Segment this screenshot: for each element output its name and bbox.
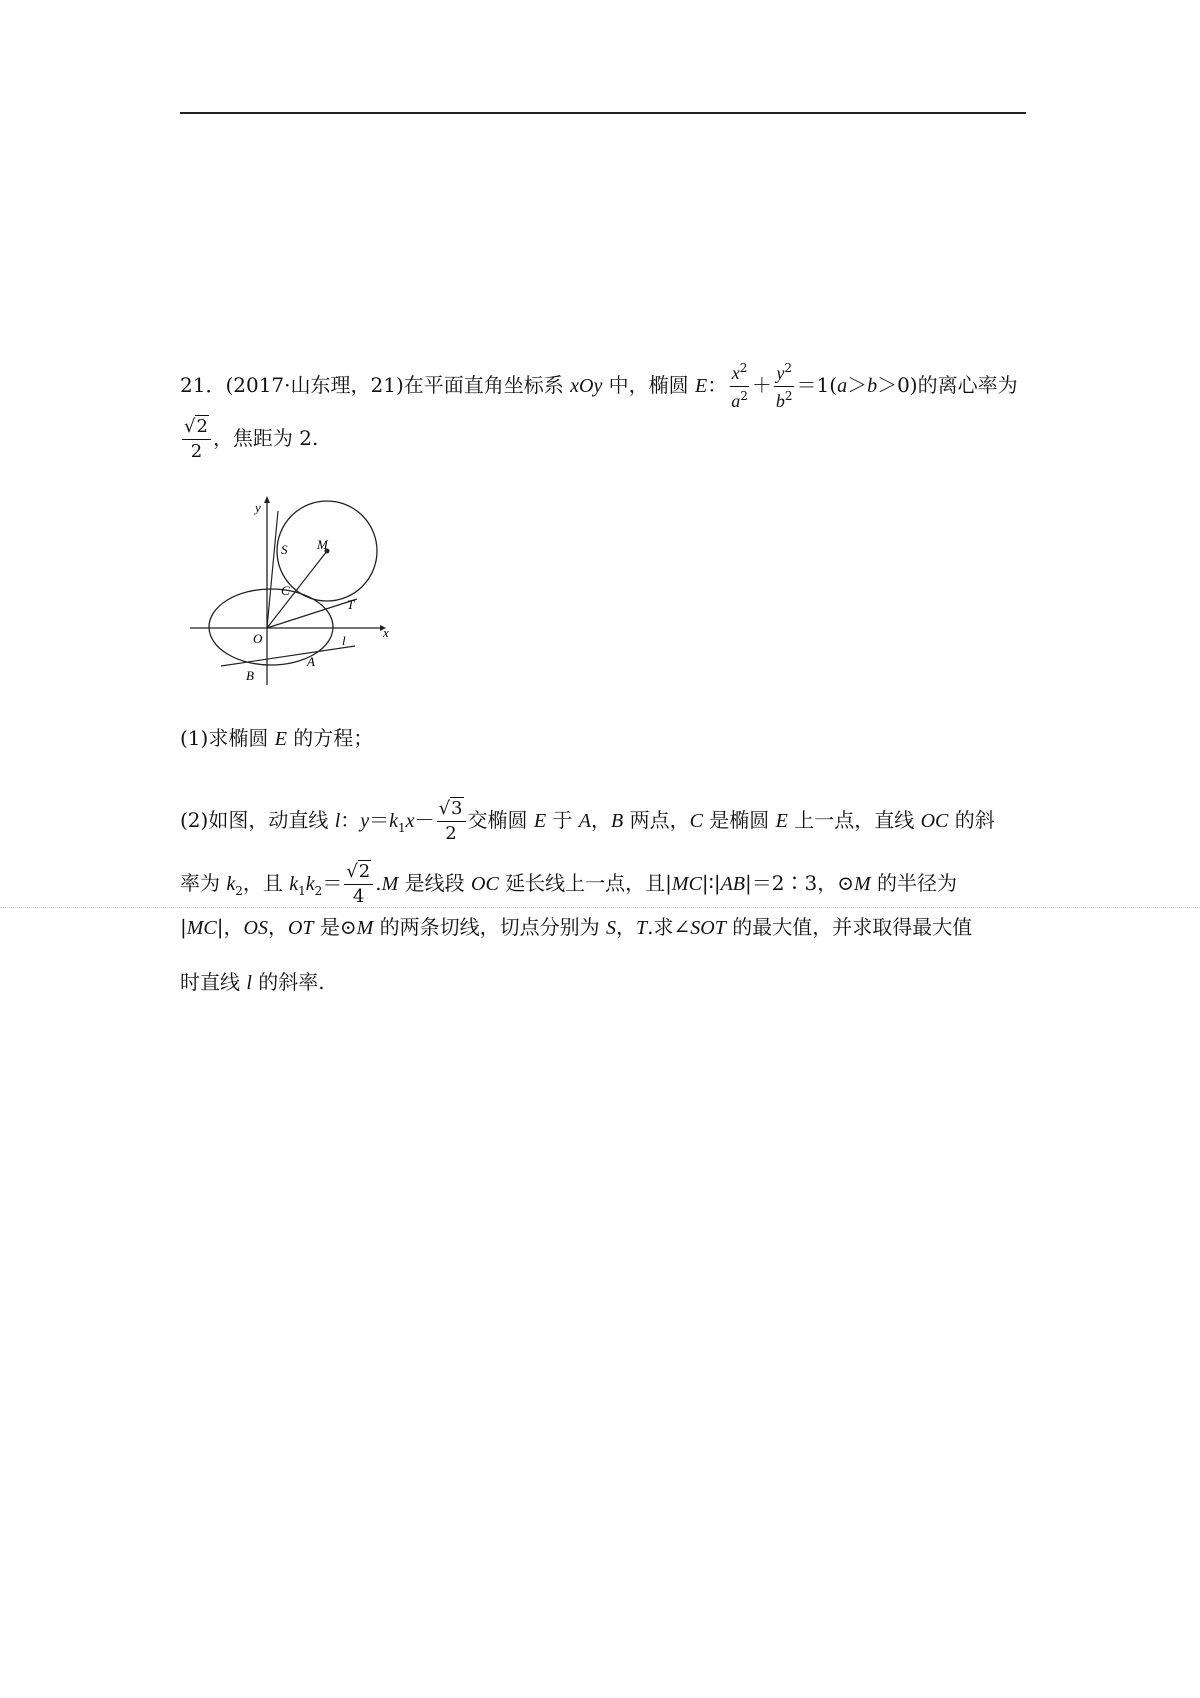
q2-text: 上一点，直线 [787, 808, 921, 832]
comma: ， [267, 915, 288, 939]
question-1 [180, 728, 373, 749]
q2-text: | [180, 915, 187, 939]
fraction-y2-b2 [774, 362, 795, 411]
problem-text: ，焦距为 2. [212, 426, 319, 450]
q2-text: 是⊙ [313, 915, 357, 939]
q2-text: 延长线上一点，且| [498, 871, 672, 895]
math-k: k [289, 873, 299, 895]
math-e: E [775, 810, 788, 832]
fraction-sqrt2-2 [182, 418, 211, 461]
sqrt-symbol: √ [438, 798, 451, 819]
minus-sign: － [414, 808, 435, 832]
math-a-point: A [578, 810, 592, 832]
problem-line-1 [180, 362, 1018, 411]
math-y: y [776, 363, 785, 383]
q2-text: 的斜率. [251, 970, 325, 994]
sqrt-symbol: √ [184, 416, 196, 437]
q2-text: 时直线 [180, 970, 247, 994]
q2-text: 是椭圆 [702, 808, 776, 832]
math-m: M [381, 873, 399, 895]
math-t: T [636, 917, 648, 939]
label-a: A [307, 654, 315, 669]
geometry-figure [185, 495, 395, 685]
math-y: y [360, 810, 370, 832]
label-m: M [317, 537, 328, 552]
fraction-sqrt2-4 [344, 863, 373, 906]
question-2-line-4 [180, 972, 325, 993]
period: . [375, 871, 382, 895]
denominator: 2 [445, 823, 457, 844]
header-rule [180, 112, 1026, 114]
math-oc: OC [920, 810, 949, 832]
math-oc: OC [471, 873, 499, 895]
math-c-point: C [689, 810, 703, 832]
radicand: 3 [451, 798, 463, 819]
equation-text: ＝1( [796, 373, 838, 397]
math-b: b [867, 375, 878, 397]
subscript: 1 [398, 821, 406, 835]
math-k: k [305, 873, 315, 895]
equals-sign: ＝ [322, 871, 343, 895]
q2-text: 的两条切线，切点分别为 [373, 915, 607, 939]
radicand: 2 [196, 416, 208, 437]
math-k: k [226, 873, 236, 895]
question-2-line-3 [180, 917, 972, 938]
math-e: E [274, 728, 287, 750]
q2-text: 于 [546, 808, 579, 832]
q1-suffix: 的方程； [286, 726, 374, 750]
math-mc: MC [186, 917, 217, 939]
q2-text: (2)如图，动直线 [180, 808, 335, 832]
math-ab: AB [720, 873, 746, 895]
math-e: E [533, 810, 547, 832]
plus-sign: ＋ [751, 373, 772, 397]
math-xoy: xOy [570, 375, 603, 397]
math-mc: MC [671, 873, 702, 895]
sqrt-symbol: √ [346, 861, 358, 882]
q2-text: 是线段 [398, 871, 471, 895]
sqrt [346, 863, 371, 881]
math-sot: SOT [690, 917, 726, 939]
label-s: S [281, 542, 288, 557]
gt-sign: ＞ [847, 373, 868, 397]
colon: ： [707, 373, 728, 397]
math-b-point: B [611, 810, 624, 832]
q2-text: 的最大值，并求取得最大值 [725, 915, 973, 939]
q2-text: 率为 [180, 871, 227, 895]
math-x: x [731, 363, 740, 383]
colon: ： [340, 808, 361, 832]
q2-text: |， [216, 915, 244, 939]
sqrt [184, 418, 209, 436]
comma: ， [591, 808, 612, 832]
problem-text: 中，椭圆 [602, 373, 696, 397]
q2-text: 两点， [623, 808, 690, 832]
denominator: 2 [190, 441, 203, 462]
y-axis-arrow [264, 496, 270, 503]
question-2-line-2 [180, 863, 957, 906]
problem-prefix: 21．(2017·山东理，21)在平面直角坐标系 [180, 373, 571, 397]
q2-text: 的半径为 [870, 871, 958, 895]
math-a: a [837, 375, 848, 397]
q2-text: ，且 [242, 871, 290, 895]
math-x: x [405, 810, 415, 832]
q2-text: |∶| [701, 871, 721, 895]
math-a: a [731, 391, 741, 411]
exponent: 2 [740, 389, 748, 403]
subscript: 2 [235, 884, 243, 898]
denominator: 4 [353, 886, 365, 907]
fraction-x2-a2 [729, 362, 750, 411]
label-y-axis: y [255, 500, 261, 515]
math-m: M [853, 873, 871, 895]
exponent: 2 [784, 361, 793, 375]
label-t: T [347, 597, 355, 612]
fraction-sqrt3-2 [437, 800, 466, 843]
tangent-os [267, 511, 278, 628]
math-e: E [695, 375, 708, 397]
label-o: O [253, 631, 263, 646]
tangent-ot [267, 599, 357, 628]
page-break-rule [0, 907, 1200, 908]
math-l: l [334, 810, 341, 832]
equals-sign: ＝ [369, 808, 390, 832]
question-2-line-1 [180, 800, 995, 843]
comma: ， [616, 915, 637, 939]
q2-text: 交椭圆 [467, 808, 534, 832]
subscript: 1 [298, 884, 306, 898]
label-b: B [246, 668, 254, 683]
label-x-axis: x [383, 625, 389, 640]
label-c: C [281, 583, 290, 598]
math-l: l [246, 972, 252, 994]
math-b: b [775, 391, 785, 411]
problem-line-2 [180, 418, 318, 461]
sqrt [439, 800, 464, 818]
radicand: 2 [358, 861, 371, 882]
math-s: S [606, 917, 617, 939]
subscript: 2 [314, 884, 323, 898]
q1-prefix: (1)求椭圆 [180, 726, 275, 750]
math-k: k [389, 810, 399, 832]
label-l: l [342, 633, 346, 648]
exponent: 2 [784, 389, 793, 403]
q2-text: |＝2∶3，⊙ [745, 871, 854, 895]
q2-text: .求∠ [647, 915, 691, 939]
problem-text: 0)的离心率为 [897, 373, 1018, 397]
gt-sign: ＞ [877, 373, 898, 397]
math-os: OS [243, 917, 268, 939]
math-ot: OT [287, 917, 314, 939]
math-m: M [356, 917, 374, 939]
q2-text: 的斜 [948, 808, 995, 832]
exponent: 2 [739, 361, 748, 375]
